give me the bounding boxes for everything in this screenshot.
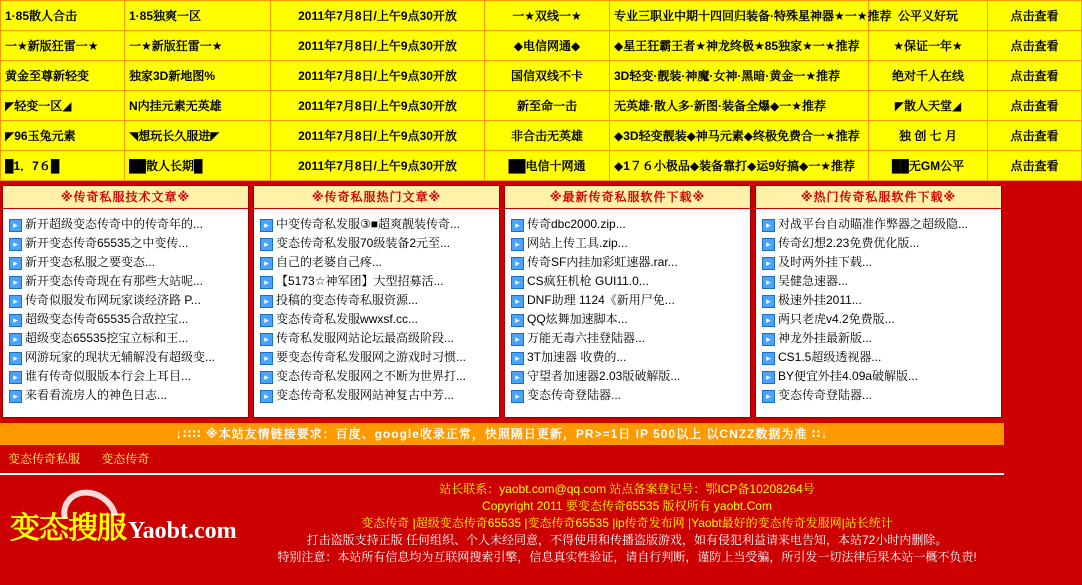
server-action-link[interactable]: 点击查看 — [988, 61, 1082, 91]
list-item[interactable] — [260, 367, 495, 386]
server-name[interactable]: █1．7６█ — [1, 151, 125, 181]
article-list — [260, 215, 495, 405]
footer-text — [260, 481, 1004, 566]
list-item-label[interactable]: 要变态传奇私发服网之游戏时习惯... — [276, 350, 467, 364]
arrow-icon: ▸ — [762, 333, 775, 346]
arrow-icon: ▸ — [260, 390, 273, 403]
list-item-label[interactable]: 超级变态65535挖宝立标和王... — [25, 331, 189, 345]
server-desc: ◆1７６小极品◆装备靠打◆运9好搞◆一★推荐 — [610, 151, 869, 181]
list-item[interactable] — [9, 272, 244, 291]
arrow-icon: ▸ — [260, 295, 273, 308]
list-item-label[interactable]: 变态传奇私发服wwxsf.cc... — [276, 312, 419, 326]
list-item[interactable] — [260, 272, 495, 291]
list-item-label[interactable]: 自己的老婆自己疼... — [276, 255, 383, 269]
download-list — [762, 215, 997, 405]
server-name[interactable]: 黄金至尊新轻变 — [1, 61, 125, 91]
arrow-icon: ▸ — [762, 238, 775, 251]
arrow-icon: ▸ — [9, 238, 22, 251]
arrow-icon: ▸ — [260, 352, 273, 365]
list-item-label[interactable]: 传奇幻想2.23免费优化版... — [778, 236, 920, 250]
server-feature: ◆电信网通◆ — [485, 31, 610, 61]
article-panels — [0, 181, 1004, 418]
list-item[interactable] — [762, 329, 997, 348]
list-item-label[interactable]: 来看看流房人的神色日志... — [25, 388, 168, 402]
arrow-icon: ▸ — [511, 257, 524, 270]
list-item-label[interactable]: 谁有传奇似服版本行会上耳目... — [25, 369, 192, 383]
list-item-label[interactable]: 3T加速器 收费的... — [527, 350, 627, 364]
list-item[interactable] — [511, 367, 746, 386]
list-item-label[interactable]: BY便宜外挂4.09a破解版... — [778, 369, 919, 383]
list-item-label[interactable]: 吴健急速器... — [778, 274, 849, 288]
list-item[interactable] — [511, 215, 746, 234]
list-item-label[interactable]: 网站上传工具.zip... — [527, 236, 628, 250]
server-feature: 非合击无英雄 — [485, 121, 610, 151]
server-action-link[interactable]: 点击查看 — [988, 91, 1082, 121]
server-feature: 新至命一击 — [485, 91, 610, 121]
list-item[interactable] — [511, 272, 746, 291]
list-item[interactable] — [260, 291, 495, 310]
friend-link-2[interactable]: 变态传奇 — [101, 452, 150, 466]
arrow-icon: ▸ — [260, 219, 273, 232]
server-version[interactable]: N内挂元素无英雄 — [125, 91, 271, 121]
arrow-icon: ▸ — [511, 295, 524, 308]
list-item[interactable] — [511, 253, 746, 272]
list-item[interactable] — [762, 386, 997, 405]
server-promo: ◤散人天堂◢ — [869, 91, 988, 121]
list-item-label[interactable]: 及时两外挂下载... — [778, 255, 873, 269]
list-item[interactable] — [9, 310, 244, 329]
server-name[interactable]: ◤轻变一区◢ — [1, 91, 125, 121]
server-action-link[interactable]: 点击查看 — [988, 151, 1082, 181]
arrow-icon: ▸ — [511, 219, 524, 232]
arrow-icon: ▸ — [762, 371, 775, 384]
list-item[interactable] — [762, 272, 997, 291]
panel-body — [3, 209, 248, 417]
list-item[interactable] — [511, 234, 746, 253]
server-action-link[interactable]: 点击查看 — [988, 31, 1082, 61]
server-desc: ◆星王狂霸王者★神龙终极★85独家★一★推荐 — [610, 31, 869, 61]
list-item-label[interactable]: 新开超级变态传奇中的传奇年的... — [25, 217, 204, 231]
panel-hot-downloads — [755, 185, 1002, 418]
list-item-label[interactable]: CS1.5超级透视器... — [778, 350, 882, 364]
list-item-label[interactable]: DNF助理 1124《新用尸免... — [527, 293, 675, 307]
footer-line-antipiracy: 打击盗版支持正版 任何组织、个人未经同意，不得使用和传播盗版游戏，如有侵犯利益请来电告知，本站72小时内删除。 — [306, 533, 948, 547]
list-item[interactable] — [762, 291, 997, 310]
list-item-label[interactable]: 新开变态传奇65535之中变传... — [25, 236, 189, 250]
server-action-link[interactable]: 点击查看 — [988, 121, 1082, 151]
site-logo[interactable] — [0, 481, 260, 547]
list-item-label[interactable]: 投稿的变态传奇私服资源... — [276, 293, 419, 307]
server-time: 2011年7月8日/上午9点30开放 — [271, 91, 485, 121]
server-version[interactable]: ◥想玩长久服进◤ — [125, 121, 271, 151]
list-item-label[interactable]: 中变传奇私发服③■超爽靓装传奇... — [276, 217, 461, 231]
arrow-icon: ▸ — [511, 314, 524, 327]
list-item-label[interactable]: QQ炫舞加速脚本... — [527, 312, 628, 326]
panel-tech-articles — [2, 185, 249, 418]
arrow-icon: ▸ — [762, 352, 775, 365]
list-item[interactable] — [511, 386, 746, 405]
list-item-label[interactable]: 网游玩家的现状无辅解没有超级变... — [25, 350, 216, 364]
server-name[interactable]: 1·85散人合击 — [1, 1, 125, 31]
arrow-icon: ▸ — [762, 295, 775, 308]
list-item[interactable] — [9, 329, 244, 348]
arrow-icon: ▸ — [260, 314, 273, 327]
server-feature: ██电信十网通 — [485, 151, 610, 181]
server-list-table — [0, 0, 1082, 181]
list-item[interactable] — [260, 310, 495, 329]
panel-body — [254, 209, 499, 417]
arrow-icon: ▸ — [511, 390, 524, 403]
panel-body — [756, 209, 1001, 417]
list-item[interactable] — [260, 215, 495, 234]
arrow-icon: ▸ — [511, 371, 524, 384]
friend-link-1[interactable]: 变态传奇私服 — [8, 452, 81, 466]
list-item[interactable] — [9, 291, 244, 310]
download-list — [511, 215, 746, 405]
list-item-label[interactable]: 万能无毒六挂登陆器... — [527, 331, 646, 345]
arrow-icon: ▸ — [260, 333, 273, 346]
arrow-icon: ▸ — [9, 257, 22, 270]
list-item-label[interactable]: 传奇私发服网站论坛最高级阶段... — [276, 331, 455, 345]
list-item-label[interactable]: 极速外挂2011... — [778, 293, 862, 307]
article-list — [9, 215, 244, 405]
list-item[interactable] — [9, 386, 244, 405]
server-time: 2011年7月8日/上午9点30开放 — [271, 121, 485, 151]
arrow-icon: ▸ — [511, 333, 524, 346]
footer-line-copyright: Copyright 2011 要变态传奇65535 版权所有 yaobt.Com — [482, 499, 772, 513]
list-item[interactable] — [511, 291, 746, 310]
arrow-icon: ▸ — [9, 314, 22, 327]
panel-title: ※热门传奇私服软件下载※ — [756, 186, 1001, 209]
list-item[interactable] — [9, 348, 244, 367]
server-feature: 国信双线不卡 — [485, 61, 610, 91]
arrow-icon: ▸ — [9, 352, 22, 365]
list-item[interactable] — [260, 348, 495, 367]
arrow-icon: ▸ — [9, 219, 22, 232]
list-item[interactable] — [762, 348, 997, 367]
friend-links-bar — [0, 445, 1004, 473]
list-item[interactable] — [762, 253, 997, 272]
list-item[interactable] — [511, 348, 746, 367]
list-item-label[interactable]: 神龙外挂最新版... — [778, 331, 873, 345]
list-item[interactable] — [762, 367, 997, 386]
friend-link-requirement-bar: ↓∷∷ ※本站友情链接要求：百度、google收录正常，快照隔日更新，PR>=1日 IP 500以上 以CNZZ数据为准 ∷↓ — [0, 423, 1004, 445]
list-item[interactable] — [9, 215, 244, 234]
footer-line-contact: 站长联系：yaobt.com@qq.com 站点备案登记号：鄂ICP备10208264号 — [439, 482, 815, 496]
arrow-icon: ▸ — [762, 257, 775, 270]
list-item[interactable] — [260, 386, 495, 405]
arrow-icon: ▸ — [511, 276, 524, 289]
table-row[interactable] — [1, 61, 1082, 91]
panel-body — [505, 209, 750, 417]
arrow-icon: ▸ — [260, 238, 273, 251]
arrow-icon: ▸ — [9, 390, 22, 403]
server-time: 2011年7月8日/上午9点30开放 — [271, 61, 485, 91]
logo-text-cn: 变态搜服 — [10, 512, 126, 545]
server-promo: ★保证一年★ — [869, 31, 988, 61]
server-desc: 3D轻变·靓装·神魔·女神·黑暗·黄金一★推荐 — [610, 61, 869, 91]
server-time: 2011年7月8日/上午9点30开放 — [271, 31, 485, 61]
list-item[interactable] — [9, 367, 244, 386]
arrow-icon: ▸ — [260, 257, 273, 270]
server-promo: ██无GM公平 — [869, 151, 988, 181]
arrow-icon: ▸ — [260, 276, 273, 289]
list-item-label[interactable]: 传奇dbc2000.zip... — [527, 217, 626, 231]
panel-title: ※传奇私服热门文章※ — [254, 186, 499, 209]
list-item[interactable] — [9, 234, 244, 253]
list-item[interactable] — [762, 215, 997, 234]
list-item-label[interactable]: 传奇似服发布网玩家谈经济路 P... — [25, 293, 201, 307]
server-version[interactable]: 1·85独爽一区 — [125, 1, 271, 31]
list-item[interactable] — [260, 234, 495, 253]
server-action-link[interactable]: 点击查看 — [988, 1, 1082, 31]
footer-line-disclaimer: 特别注意：本站所有信息均为互联网搜索引擎，信息真实性验证，请自行判断，谨防上当受骗，所引发一切法律后果本站一概不负责! — [277, 550, 977, 564]
list-item-label[interactable]: 变态传奇登陆器... — [527, 388, 622, 402]
server-name[interactable]: ◤96玉兔元素 — [1, 121, 125, 151]
arrow-icon: ▸ — [762, 390, 775, 403]
list-item[interactable] — [260, 253, 495, 272]
panel-title: ※最新传奇私服软件下载※ — [505, 186, 750, 209]
server-desc: 专业三职业中期十四回归装备·特殊星神器★一★推荐 — [610, 1, 869, 31]
list-item-label[interactable]: 传奇SF内挂加彩虹速器.rar... — [527, 255, 678, 269]
list-item[interactable] — [511, 310, 746, 329]
server-time: 2011年7月8日/上午9点30开放 — [271, 1, 485, 31]
list-item-label[interactable]: 新开变态私服之要变态... — [25, 255, 156, 269]
arrow-icon: ▸ — [9, 371, 22, 384]
server-feature: 一★双线一★ — [485, 1, 610, 31]
arrow-icon: ▸ — [260, 371, 273, 384]
list-item[interactable] — [762, 310, 997, 329]
server-promo: 公平义好玩 — [869, 1, 988, 31]
panel-new-downloads — [504, 185, 751, 418]
list-item[interactable] — [511, 329, 746, 348]
footer-line-sitelinks: 变态传奇 |超级变态传奇65535 |变态传奇65535 |ip传奇发布网 |Yaobt最好的变态传奇发服网|站长统计 — [361, 516, 893, 530]
list-item-label[interactable]: 对战平台自动瞄准作弊器之超级隐... — [778, 217, 969, 231]
arrow-icon: ▸ — [9, 295, 22, 308]
list-item-label[interactable]: 守望者加速器2.03版破解版... — [527, 369, 681, 383]
list-item-label[interactable]: 【5173☆神军团】大型招募活... — [276, 274, 444, 288]
server-desc: 无英雄·散人多·新图·装备全爆◆一★推荐 — [610, 91, 869, 121]
server-promo: 绝对千人在线 — [869, 61, 988, 91]
list-item[interactable] — [260, 329, 495, 348]
panel-title: ※传奇私服技术文章※ — [3, 186, 248, 209]
arrow-icon: ▸ — [9, 333, 22, 346]
arrow-icon: ▸ — [9, 276, 22, 289]
list-item-label[interactable]: 新开变态传奇现在有那些大站呢... — [25, 274, 204, 288]
list-item-label[interactable]: 变态传奇登陆器... — [778, 388, 873, 402]
list-item-label[interactable]: CS疯狂机枪 GUI11.0... — [527, 274, 649, 288]
server-version[interactable]: 一★新版狂雷一★ — [125, 31, 271, 61]
list-item-label[interactable]: 变态传奇私发服网之不断为世界打... — [276, 369, 467, 383]
server-list-body — [1, 1, 1082, 181]
table-row[interactable] — [1, 91, 1082, 121]
server-desc: ◆3D轻变靓装◆神马元素◆终极免费合一★推荐 — [610, 121, 869, 151]
logo-text-en: Yaobt.com — [128, 518, 237, 544]
site-footer — [0, 473, 1004, 583]
table-row[interactable] — [1, 151, 1082, 181]
server-promo: 独 创 七 月 — [869, 121, 988, 151]
list-item-label[interactable]: 变态传奇私发服网站神复古中芳... — [276, 388, 455, 402]
list-item[interactable] — [9, 253, 244, 272]
arrow-icon: ▸ — [762, 314, 775, 327]
list-item-label[interactable]: 两只老虎v4.2免费版... — [778, 312, 895, 326]
panel-hot-articles — [253, 185, 500, 418]
table-row[interactable] — [1, 121, 1082, 151]
arrow-icon: ▸ — [762, 276, 775, 289]
server-version[interactable]: ██散人长期█ — [125, 151, 271, 181]
table-row[interactable] — [1, 1, 1082, 31]
list-item-label[interactable]: 变态传奇私发服70级装备2元至... — [276, 236, 451, 250]
table-row[interactable] — [1, 31, 1082, 61]
server-version[interactable]: 独家3D新地图% — [125, 61, 271, 91]
arrow-icon: ▸ — [511, 238, 524, 251]
list-item-label[interactable]: 超级变态传奇65535合敌控宝... — [25, 312, 189, 326]
arrow-icon: ▸ — [511, 352, 524, 365]
arrow-icon: ▸ — [762, 219, 775, 232]
server-name[interactable]: 一★新版狂雷一★ — [1, 31, 125, 61]
list-item[interactable] — [762, 234, 997, 253]
server-time: 2011年7月8日/上午9点30开放 — [271, 151, 485, 181]
